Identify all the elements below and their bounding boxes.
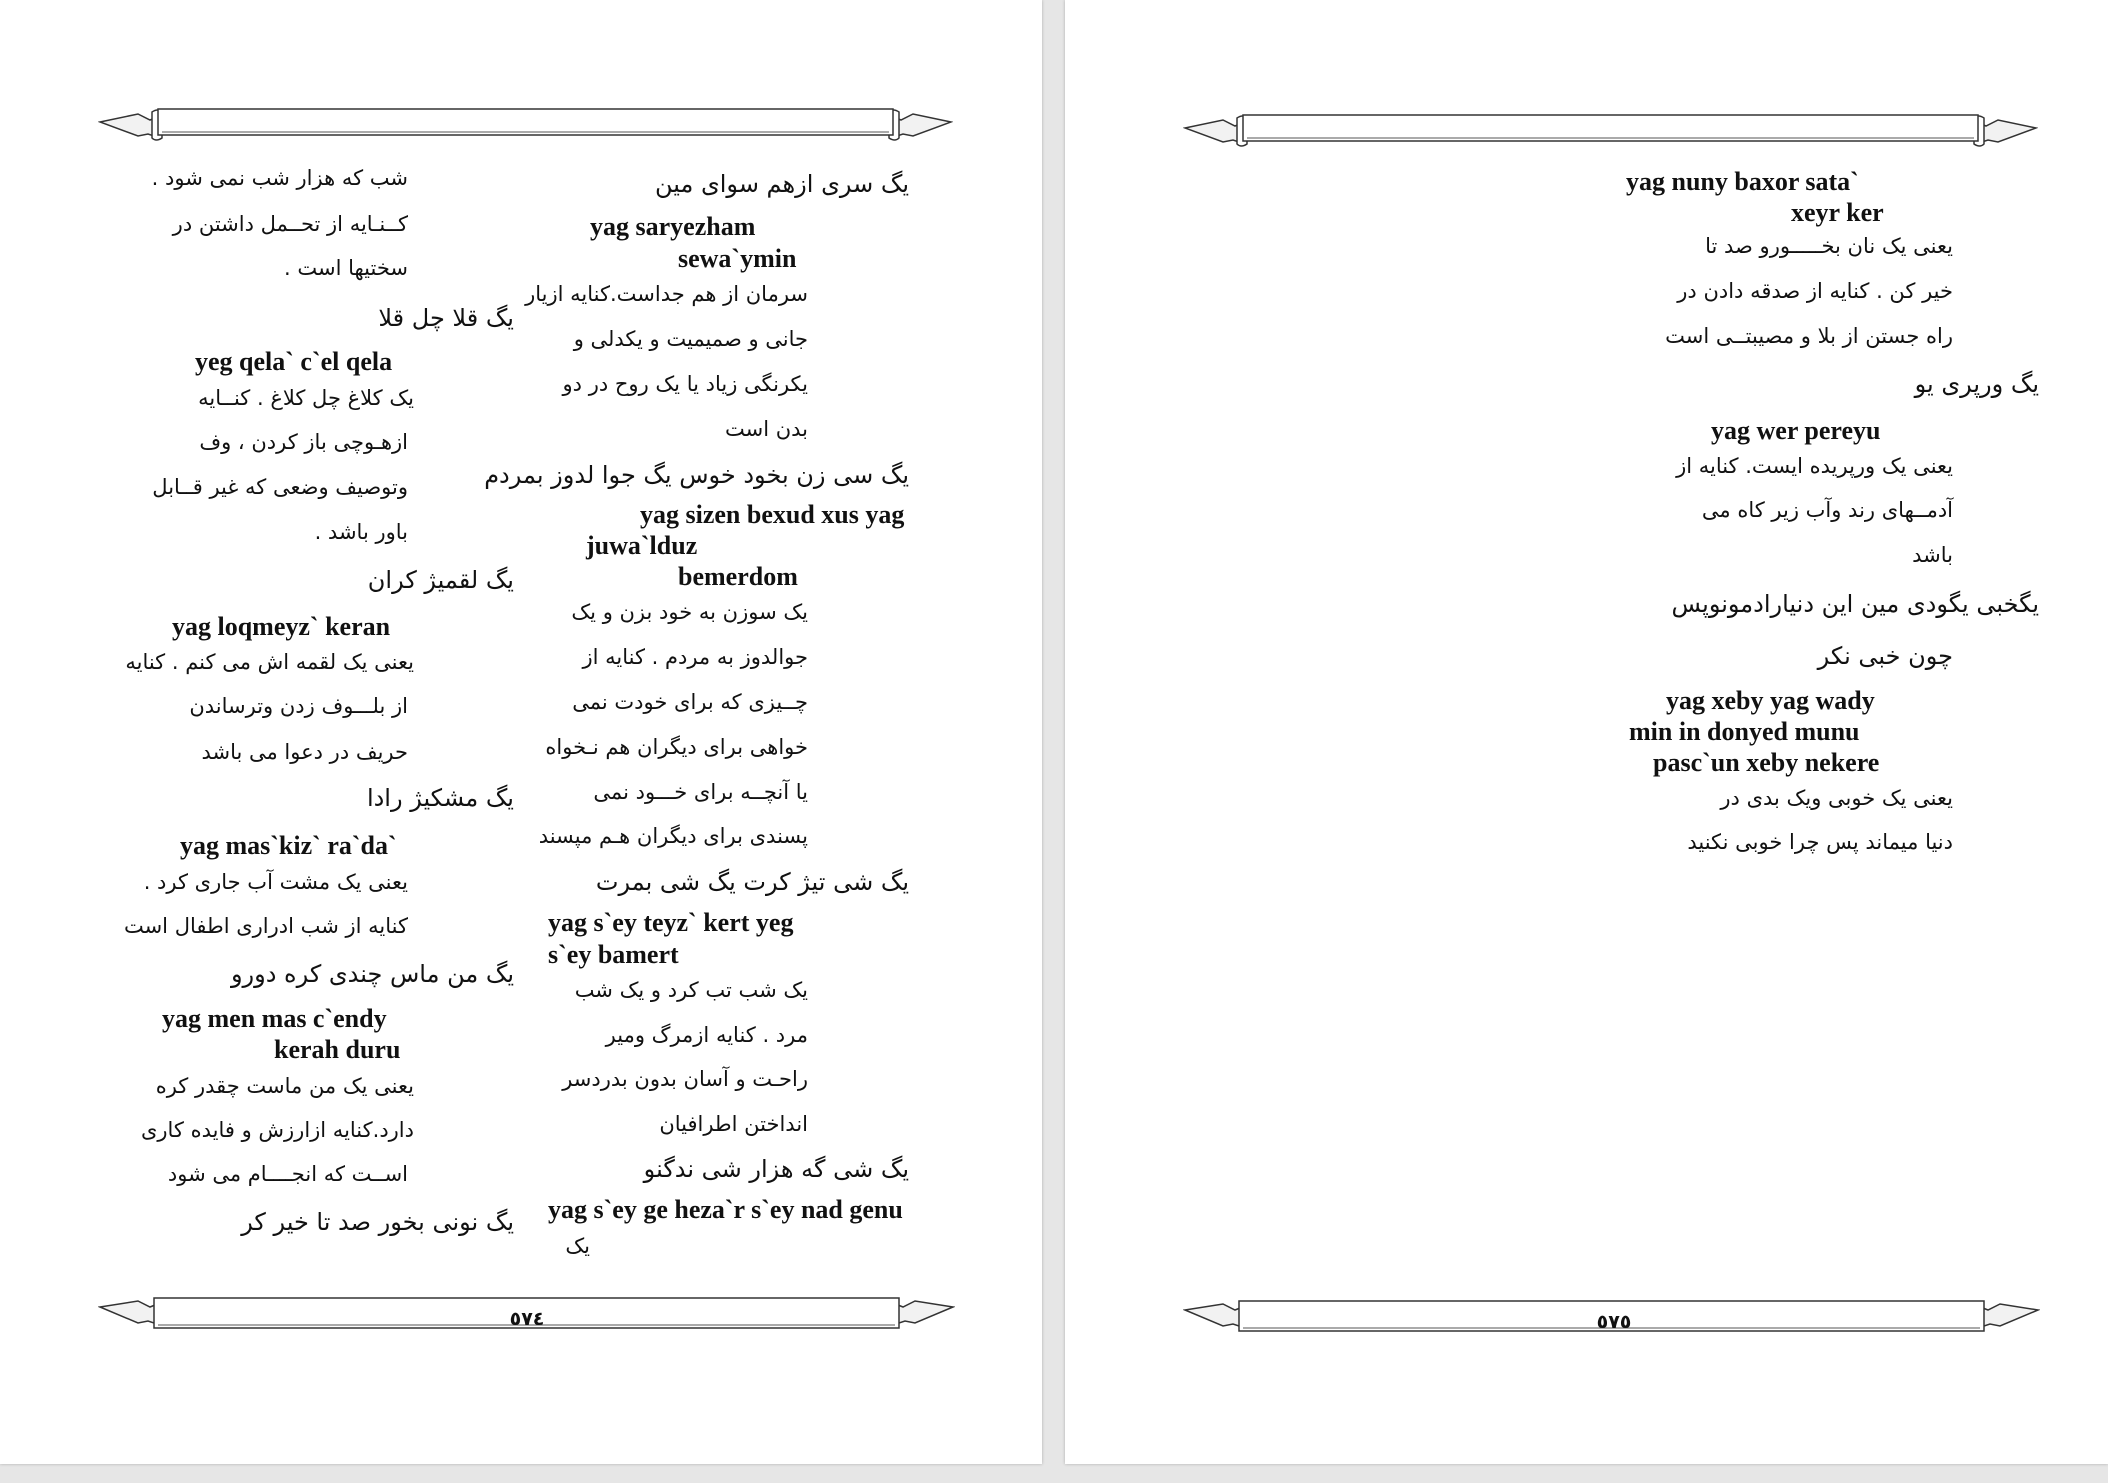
gloss-line: آدمــهای رند وآب زیر کاه می: [1701, 498, 1953, 522]
transliteration: yag wer pereyu: [1711, 416, 1881, 445]
left-page: [0, 0, 1042, 1464]
gloss-line: یا آنچــه برای خـــود نمی: [593, 780, 808, 804]
transliteration: yag xeby yag wady: [1666, 686, 1875, 715]
gloss-line: خیر کن . کنایه از صدقه دادن در: [1677, 279, 1953, 303]
transliteration: yeg qela` c`el qela: [195, 347, 393, 376]
transliteration: yag saryezham: [590, 212, 756, 241]
gloss-line: دنیا میماند پس چرا خوبی نکنید: [1687, 830, 1953, 854]
gloss-line: یعنی یک لقمه اش می کنم . کنایه: [125, 650, 414, 674]
transliteration: bemerdom: [678, 562, 798, 591]
gloss-line: بدن است: [724, 417, 808, 441]
transliteration: pasc`un xeby nekere: [1653, 748, 1880, 777]
transliteration: yag mas`kiz` ra`da`: [180, 831, 397, 860]
transliteration: yag nuny baxor sata`: [1626, 167, 1859, 196]
gloss-line: چــیزی که برای خودت نمی: [572, 690, 808, 714]
transliteration: yag sizen bexud xus yag: [640, 500, 905, 529]
headword: یگ شی گه هزار شی ندگنو: [643, 1155, 909, 1183]
gloss-line: خواهی برای دیگران هم نـخواه: [545, 735, 808, 759]
transliteration: sewa`ymin: [678, 244, 797, 273]
gloss-line: راه جستن از بلا و مصیبتــی است: [1665, 324, 1953, 348]
gloss-line: مرد . کنایه ازمرگ ومیر: [605, 1023, 808, 1047]
gloss-line: یک سوزن به خود بزن و یک: [571, 600, 808, 624]
right-page: [1065, 0, 2108, 1464]
gloss-line: ازهـوچی باز کردن ، وف: [199, 430, 408, 454]
gloss-line: یعنی یک خوبی ویک بدی در: [1720, 786, 1953, 810]
page-number: ٥٧٤: [509, 1308, 545, 1330]
gloss-line: وتوصیف وضعی که غیر قــابل: [152, 475, 408, 499]
gloss-line: سختیها است .: [284, 256, 408, 280]
gloss-line: انداختن اطرافیان: [659, 1112, 808, 1136]
transliteration: yag s`ey teyz` kert yeg: [548, 908, 794, 937]
headword: چون خبی نکر: [1817, 642, 1953, 670]
headword: یگ لقمیژ کران: [367, 566, 514, 594]
gloss-line: از بلـــوف زدن وترساندن: [189, 694, 408, 718]
transliteration: kerah duru: [274, 1035, 401, 1064]
transliteration: juwa`lduz: [586, 531, 698, 560]
gloss-line: یعنی یک نان بخـــــورو صد تا: [1705, 234, 1953, 258]
left-page-left-column: [0, 0, 1042, 1300]
gloss-line: راحـت و آسان بدون بدردسر: [562, 1067, 808, 1091]
headword: یگ قلا چل قلا: [378, 304, 514, 332]
gloss-line: یعنی یک من ماست چقدر کره: [155, 1074, 414, 1098]
gloss-line: یکرنگی زیاد یا یک روح در دو: [562, 372, 808, 396]
gloss-line: یعنی یک ورپریده ایست. کنایه از: [1676, 454, 1953, 478]
gloss-line: سرمان از هم جداست.کنایه ازیار: [525, 282, 808, 306]
transliteration: yag s`ey ge heza`r s`ey nad genu: [548, 1195, 903, 1224]
headword: یگ ورپری یو: [1914, 370, 2039, 398]
gloss-line: کــنـایه از تحــمل داشتن در: [172, 212, 408, 236]
gloss-line: باور باشد .: [314, 520, 408, 544]
headword: یگ سی زن بخود خوس یگ جوا لدوز بمردم: [484, 461, 909, 489]
gloss-line: یک: [565, 1234, 590, 1258]
transliteration: s`ey bamert: [548, 940, 679, 969]
gloss-line: یعنی یک مشت آب جاری کرد .: [143, 870, 408, 894]
gloss-line: شب که هزار شب نمی شود .: [151, 166, 408, 190]
gloss-line: یک کلاغ چل کلاغ . کنــایه: [198, 386, 414, 410]
transliteration: min in donyed munu: [1629, 717, 1860, 746]
gloss-line: پسندی برای دیگران هـم مپسند: [538, 824, 808, 848]
headword: یگ من ماس چندی کره دورو: [230, 960, 514, 988]
headword: یگ سری ازهم سوای مین: [654, 170, 909, 198]
gloss-line: دارد.کنایه ازارزش و فایده کاری: [140, 1118, 414, 1142]
gloss-line: حریف در دعوا می باشد: [201, 740, 408, 764]
transliteration: xeyr ker: [1791, 198, 1884, 227]
gloss-line: جانی و صمیمیت و یکدلی و: [573, 327, 808, 351]
gloss-line: اســت که انجــــام می شود: [167, 1162, 408, 1186]
transliteration: yag men mas c`endy: [162, 1004, 387, 1033]
page-number: ٥٧٥: [1596, 1311, 1632, 1333]
headword: یگ نونی بخور صد تا خیر کر: [241, 1208, 514, 1236]
transliteration: yag loqmeyz` keran: [172, 612, 391, 641]
gloss-line: یک شب تب کرد و یک شب: [574, 978, 808, 1002]
gloss-line: باشد: [1912, 543, 1953, 567]
headword: یگخبی یگودی مین این دنیارادمونوپس: [1671, 590, 2039, 618]
gloss-line: جوالدوز به مردم . کنایه از: [582, 645, 808, 669]
headword: یگ شی تیژ کرت یگ شی بمرت: [595, 868, 909, 896]
right-page-column: [1065, 0, 2108, 1300]
gloss-line: کنایه از شب ادراری اطفال است: [123, 914, 408, 938]
headword: یگ مشکیژ رادا: [366, 784, 514, 812]
